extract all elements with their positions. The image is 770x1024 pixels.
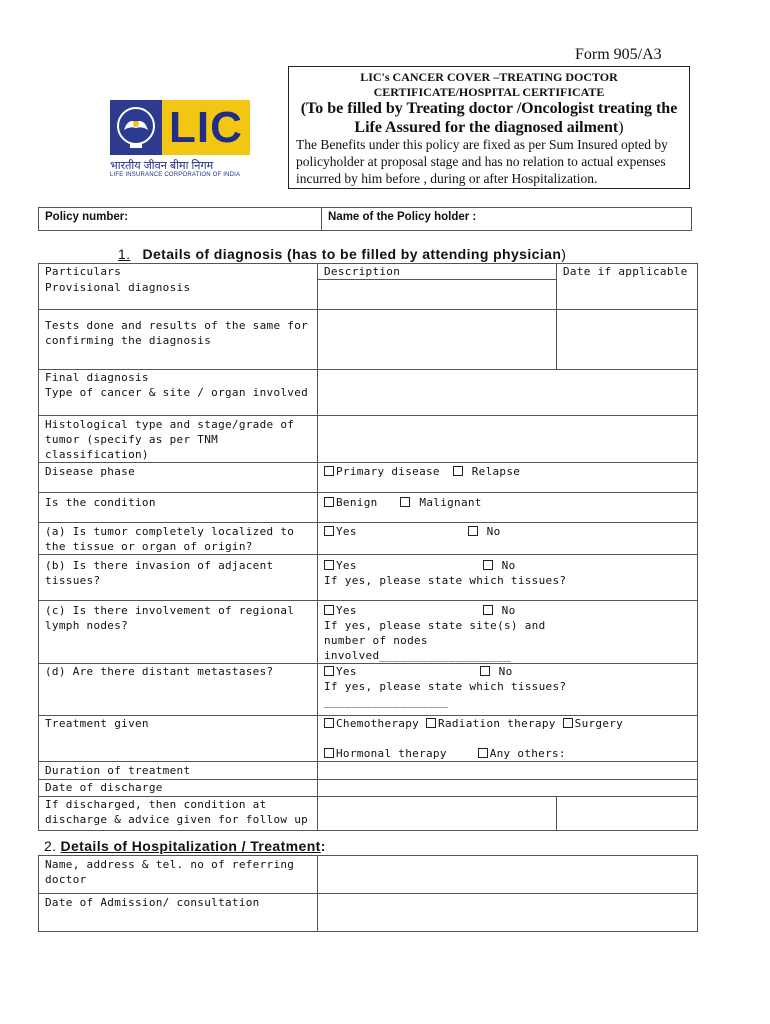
q-b-options — [318, 555, 698, 601]
radiation-option[interactable] — [426, 717, 556, 730]
diagnosis-table — [38, 263, 698, 831]
benign-option[interactable] — [324, 496, 378, 509]
q-c-options — [318, 601, 698, 664]
q-b-label: (b) Is there invasion of adjacent tissues? — [45, 559, 274, 587]
relapse-checkbox[interactable] — [453, 466, 463, 476]
final-label: Final diagnosis — [45, 371, 149, 384]
duration-value[interactable] — [318, 762, 698, 780]
hospitalization-table — [38, 855, 698, 932]
col-date-label: Date if applicable — [563, 265, 688, 278]
q-d-answer-line[interactable]: __________________ — [324, 695, 449, 708]
policy-table — [38, 207, 692, 231]
treatment-options — [318, 716, 698, 762]
header-title-line1: LIC's CANCER COVER –TREATING DOCTOR — [360, 70, 618, 84]
section1-title: Details of diagnosis (has to be filled by attending physician — [142, 246, 562, 262]
row-discharge-date — [39, 780, 318, 797]
surgery-checkbox[interactable] — [563, 718, 573, 728]
discharge-date-value[interactable] — [318, 780, 698, 797]
section2-heading — [44, 838, 326, 854]
admission-label: Date of Admission/ consultation — [45, 896, 260, 909]
benign-label: Benign — [336, 496, 378, 509]
col-particulars — [39, 264, 318, 280]
row-q-c — [39, 601, 318, 664]
policy-number-field[interactable] — [39, 208, 322, 231]
q-b-yes-option[interactable] — [324, 559, 357, 572]
primary-disease-option[interactable] — [324, 465, 440, 478]
q-c-no-checkbox[interactable] — [483, 605, 493, 615]
q-a-label: (a) Is tumor completely localized to the tissue or organ of origin? — [45, 525, 295, 553]
disease-phase-options — [318, 463, 698, 493]
type-cancer-label: Type of cancer & site / organ involved — [45, 386, 309, 399]
chemotherapy-option[interactable] — [324, 717, 419, 730]
row-condition — [39, 493, 318, 523]
q-a-no-option[interactable] — [468, 525, 501, 538]
surgery-option[interactable] — [563, 717, 623, 730]
q-b-no-option[interactable] — [483, 559, 516, 572]
q-d-yes-checkbox[interactable] — [324, 666, 334, 676]
radiation-checkbox[interactable] — [426, 718, 436, 728]
row-final — [39, 370, 318, 416]
q-a-no-checkbox[interactable] — [468, 526, 478, 536]
q-c-no-option[interactable] — [483, 604, 516, 617]
q-a-options — [318, 523, 698, 555]
relapse-option[interactable] — [453, 465, 520, 478]
row-disease-phase — [39, 463, 318, 493]
treatment-label: Treatment given — [45, 717, 149, 730]
benign-checkbox[interactable] — [324, 497, 334, 507]
row-tests — [39, 310, 318, 370]
primary-disease-label: Primary disease — [336, 465, 440, 478]
row-admission — [39, 894, 318, 932]
row-duration — [39, 762, 318, 780]
provisional-description[interactable] — [318, 280, 557, 310]
any-others-label: Any others: — [489, 747, 566, 760]
lic-logo-english: LIFE INSURANCE CORPORATION OF INDIA — [110, 172, 241, 178]
form-number: Form 905/A3 — [575, 46, 662, 63]
tests-description[interactable] — [318, 310, 557, 370]
row-treatment — [39, 716, 318, 762]
surgery-label: Surgery — [574, 717, 624, 730]
q-d-yes-option[interactable] — [324, 665, 357, 678]
q-a-no-label: No — [486, 525, 501, 538]
section1-number: 1. — [118, 246, 131, 262]
hormonal-option[interactable] — [324, 747, 447, 760]
relapse-label: Relapse — [471, 465, 521, 478]
primary-disease-checkbox[interactable] — [324, 466, 334, 476]
tests-date[interactable] — [557, 310, 698, 370]
q-c-yes-checkbox[interactable] — [324, 605, 334, 615]
histological-description[interactable] — [318, 416, 698, 463]
row-discharge-advice — [39, 797, 318, 831]
chemotherapy-label: Chemotherapy — [336, 717, 420, 730]
q-c-yes-label: Yes — [336, 604, 357, 617]
tests-label: Tests done and results of the same for confirming the diagnosis — [45, 319, 309, 347]
final-description[interactable] — [318, 370, 698, 416]
hormonal-label: Hormonal therapy — [336, 747, 447, 760]
provisional-date[interactable] — [557, 280, 698, 310]
provisional-label: Provisional diagnosis — [45, 280, 191, 294]
admission-value[interactable] — [318, 894, 698, 932]
header-instruction-line2-text: Life Assured for the diagnosed ailment — [354, 119, 619, 136]
chemotherapy-checkbox[interactable] — [324, 718, 334, 728]
q-c-label: (c) Is there involvement of regional lymph nodes? — [45, 604, 295, 632]
row-q-a — [39, 523, 318, 555]
q-d-no-checkbox[interactable] — [480, 666, 490, 676]
discharge-advice-extra[interactable] — [557, 797, 698, 831]
discharge-advice-value[interactable] — [318, 797, 557, 831]
disease-phase-label: Disease phase — [45, 465, 135, 478]
col-description-label: Description — [324, 265, 401, 278]
any-others-option[interactable] — [478, 747, 566, 760]
lic-emblem-icon — [110, 100, 162, 155]
histological-label: Histological type and stage/grade of tumor (specify as per TNM classification) — [45, 418, 295, 461]
q-d-options — [318, 664, 698, 716]
condition-label: Is the condition — [45, 496, 156, 509]
col-description — [318, 264, 557, 280]
section1-heading — [118, 246, 566, 262]
duration-label: Duration of treatment — [45, 764, 191, 777]
col-particulars-label: Particulars — [45, 265, 122, 278]
discharge-date-label: Date of discharge — [45, 781, 163, 794]
referring-doctor-value[interactable] — [318, 856, 698, 894]
row-provisional — [39, 280, 318, 310]
q-b-no-checkbox[interactable] — [483, 560, 493, 570]
section2-title-colon: : — [320, 838, 326, 854]
q-a-yes-checkbox[interactable] — [324, 526, 334, 536]
condition-options — [318, 493, 698, 523]
q-b-tissues-prompt: If yes, please state which tissues? — [324, 574, 567, 587]
q-d-label: (d) Are there distant metastases? — [45, 665, 274, 678]
q-d-tissues-prompt: If yes, please state which tissues? — [324, 680, 567, 693]
benefits-note: The Benefits under this policy are fixed as per Sum Insured opted by policyholder at proposal stage and has no relation to actual expenses incurred by him before , during or after Hospitalization. — [296, 137, 668, 186]
section1-title-close: ) — [561, 246, 567, 262]
row-referring-doctor — [39, 856, 318, 894]
policy-number-label: Policy number: — [45, 211, 129, 223]
section2-number: 2. — [44, 838, 57, 854]
hormonal-checkbox[interactable] — [324, 748, 334, 758]
header-instruction-close: ) — [618, 119, 624, 136]
lic-logo — [110, 100, 250, 182]
lic-logo-text: LIC — [169, 103, 243, 152]
policy-holder-field[interactable] — [322, 208, 692, 231]
q-c-involved-line[interactable]: involved___________________ — [324, 649, 511, 662]
referring-doctor-label: Name, address & tel. no of referring doctor — [45, 858, 295, 886]
header-instruction — [288, 99, 690, 137]
header-instruction-line2 — [288, 118, 690, 137]
q-c-yes-option[interactable] — [324, 604, 357, 617]
q-d-no-option[interactable] — [480, 665, 513, 678]
q-d-no-label: No — [498, 665, 513, 678]
col-date — [557, 264, 698, 280]
q-a-yes-label: Yes — [336, 525, 357, 538]
q-b-yes-checkbox[interactable] — [324, 560, 334, 570]
row-q-b — [39, 555, 318, 601]
q-c-no-label: No — [501, 604, 516, 617]
q-c-sites-prompt: If yes, please state site(s) and number of nodes — [324, 619, 546, 647]
discharge-advice-label: If discharged, then condition at discharge & advice given for follow up — [45, 798, 309, 826]
malignant-label: Malignant — [419, 496, 482, 509]
section2-title: Details of Hospitalization / Treatment — [60, 838, 321, 854]
row-q-d — [39, 664, 318, 716]
row-histological — [39, 416, 318, 463]
header-title-line2: CERTIFICATE/HOSPITAL CERTIFICATE — [373, 85, 605, 99]
q-d-yes-label: Yes — [336, 665, 357, 678]
q-a-yes-option[interactable] — [324, 525, 357, 538]
policy-holder-label: Name of the Policy holder : — [328, 211, 477, 223]
any-others-checkbox[interactable] — [478, 748, 488, 758]
lic-logo-hindi: भारतीय जीवन बीमा निगम — [110, 160, 214, 172]
header-instruction-line1: (To be filled by Treating doctor /Oncologist treating the — [300, 100, 678, 117]
malignant-checkbox[interactable] — [400, 497, 410, 507]
malignant-option[interactable] — [400, 496, 481, 509]
q-b-yes-label: Yes — [336, 559, 357, 572]
q-b-no-label: No — [501, 559, 516, 572]
radiation-label: Radiation therapy — [438, 717, 556, 730]
